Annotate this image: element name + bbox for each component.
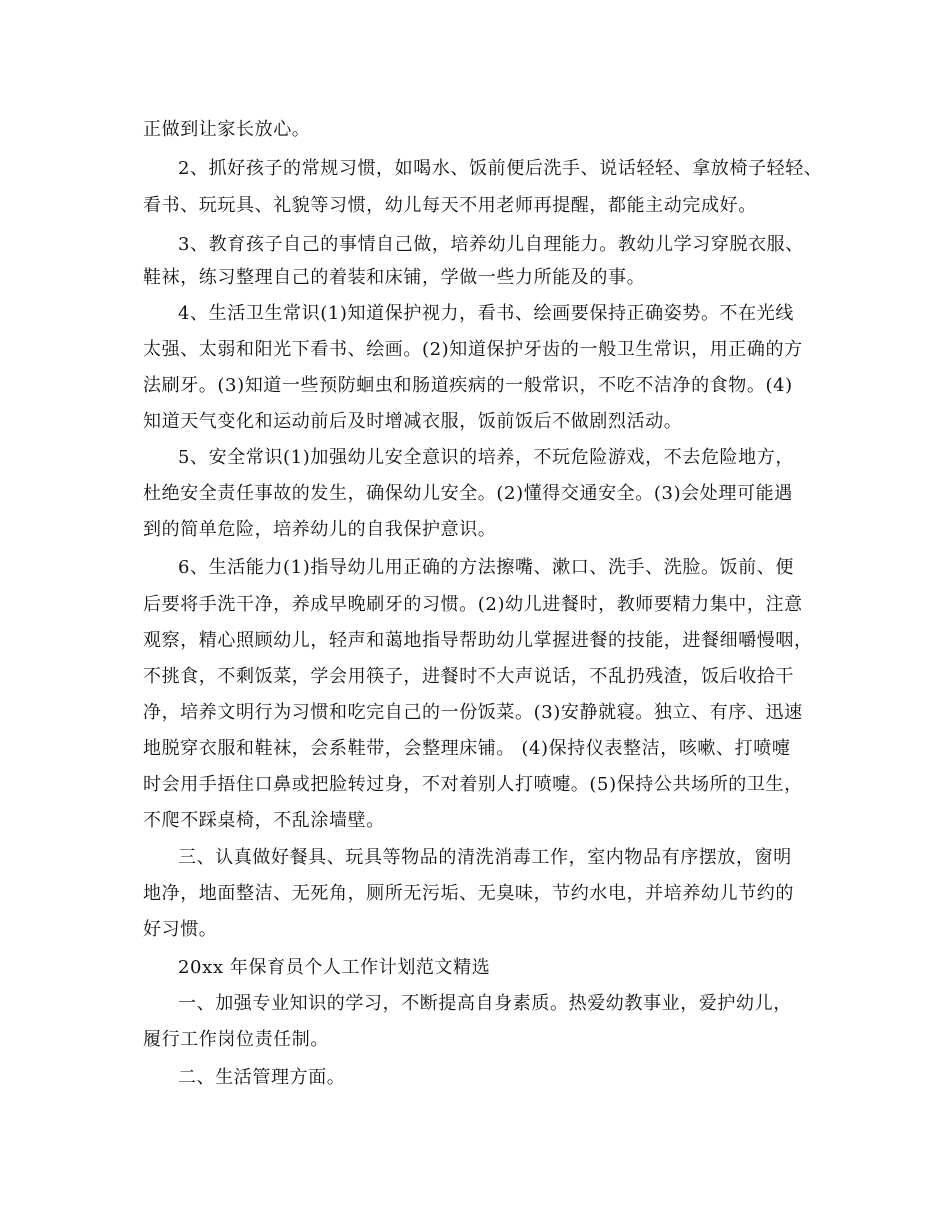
text-line: 3、教育孩子自己的事情自己做，培养幼儿自理能力。教幼儿学习穿脱衣服、 bbox=[178, 234, 804, 255]
text-line: 6、生活能力(1)指导幼儿用正确的方法擦嘴、漱口、洗手、洗脸。饭前、便 bbox=[178, 557, 794, 578]
text-line: 正做到让家长放心。 bbox=[143, 119, 311, 140]
text-line: 不挑食，不剩饭菜，学会用筷子，进餐时不大声说话，不乱扔残渣，饭后收拾干 bbox=[143, 666, 794, 687]
text-line: 2、抓好孩子的常规习惯，如喝水、饭前便后洗手、说话轻轻、拿放椅子轻轻、 bbox=[178, 158, 823, 179]
text-line: 到的简单危险，培养幼儿的自我保护意识。 bbox=[143, 519, 497, 540]
text-line: 净，培养文明行为习惯和吃完自己的一份饭菜。(3)安静就寝。独立、有序、迅速 bbox=[143, 702, 803, 723]
text-line: 时会用手捂住口鼻或把脸转过身，不对着别人打喷嚏。(5)保持公共场所的卫生， bbox=[143, 774, 803, 795]
text-line: 太强、太弱和阳光下看书、绘画。(2)知道保护牙齿的一般卫生常识，用正确的方 bbox=[143, 339, 803, 360]
text-line: 地净，地面整洁、无死角，厕所无污垢、无臭味，节约水电，并培养幼儿节约的 bbox=[143, 883, 794, 904]
text-line: 看书、玩玩具、礼貌等习惯，幼儿每天不用老师再提醒，都能主动完成好。 bbox=[143, 195, 757, 216]
text-line: 4、生活卫生常识(1)知道保护视力，看书、绘画要保持正确姿势。不在光线 bbox=[178, 303, 794, 324]
text-line: 鞋袜，练习整理自己的着装和床铺，学做一些力所能及的事。 bbox=[143, 267, 646, 288]
text-line: 一、加强专业知识的学习，不断提高自身素质。热爱幼教事业，爱护幼儿， bbox=[178, 993, 792, 1014]
text-line: 杜绝安全责任事故的发生，确保幼儿安全。(2)懂得交通安全。(3)会处理可能遇 bbox=[143, 483, 793, 504]
text-line: 5、安全常识(1)加强幼儿安全意识的培养，不玩危险游戏，不去危险地方， bbox=[178, 447, 794, 468]
text-line: 观察，精心照顾幼儿，轻声和蔼地指导帮助幼儿掌握进餐的技能，进餐细嚼慢咽， bbox=[143, 630, 813, 651]
text-line: 知道天气变化和运动前后及时增减衣服，饭前饭后不做剧烈活动。 bbox=[143, 411, 683, 432]
text-line: 后要将手洗干净，养成早晚刷牙的习惯。(2)幼儿进餐时，教师要精力集中，注意 bbox=[143, 594, 803, 615]
text-line: 三、认真做好餐具、玩具等物品的清洗消毒工作，室内物品有序摆放，窗明 bbox=[178, 847, 792, 868]
text-line: 地脱穿衣服和鞋袜，会系鞋带，会整理床铺。 (4)保持仪表整洁，咳嗽、打喷嚏 bbox=[143, 738, 791, 759]
text-line: 履行工作岗位责任制。 bbox=[143, 1029, 329, 1050]
text-line: 不爬不踩桌椅，不乱涂墙壁。 bbox=[143, 810, 385, 831]
section-heading: 20xx 年保育员个人工作计划范文精选 bbox=[178, 957, 491, 978]
text-line: 二、生活管理方面。 bbox=[178, 1067, 346, 1088]
text-line: 好习惯。 bbox=[143, 919, 218, 940]
text-line: 法刷牙。(3)知道一些预防蛔虫和肠道疾病的一般常识，不吃不洁净的食物。(4) bbox=[143, 375, 793, 396]
